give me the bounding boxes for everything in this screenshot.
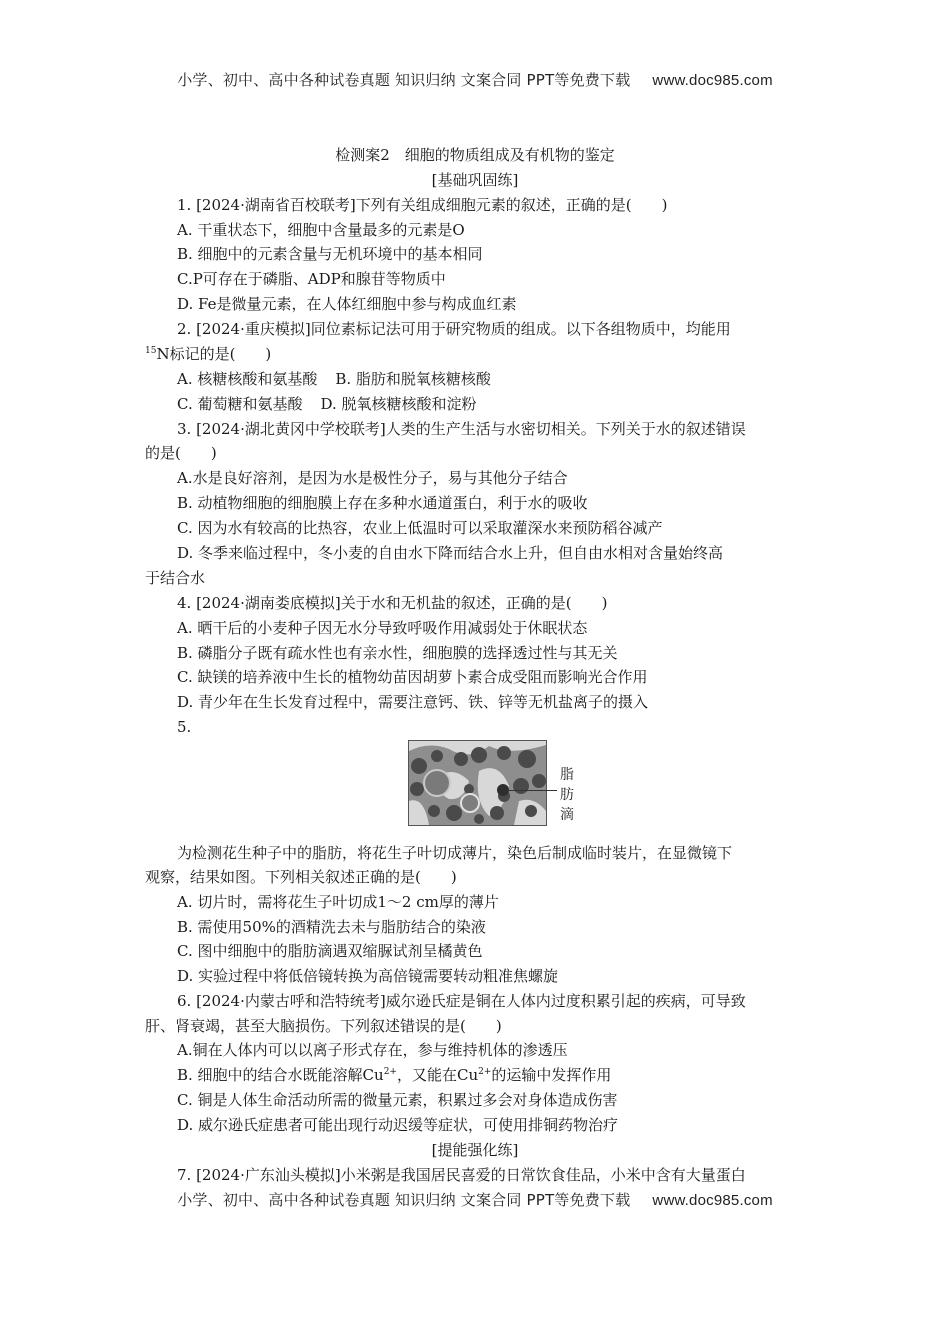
question-1-option-b: B. 细胞中的元素含量与无机环境中的基本相同 <box>177 245 483 263</box>
question-5-option-a: A. 切片时，需将花生子叶切成1～2 cm厚的薄片 <box>177 893 499 911</box>
question-4-option-c: C. 缺镁的培养液中生长的植物幼苗因胡萝卜素合成受阻而影响光合作用 <box>177 668 648 686</box>
question-5-stem: 为检测花生种子中的脂肪，将花生子叶切成薄片，染色后制成临时装片，在显微镜下 <box>177 844 733 862</box>
question-2-option-c: C. 葡萄糖和氨基酸 <box>177 395 303 413</box>
question-4-option-d: D. 青少年在生长发育过程中，需要注意钙、铁、锌等无机盐离子的摄入 <box>177 693 649 711</box>
question-6-option-c: C. 铜是人体生命活动所需的微量元素，积累过多会对身体造成伤害 <box>177 1091 618 1109</box>
question-2-options-cd <box>177 394 477 414</box>
question-3-option-d: D. 冬季来临过程中，冬小麦的自由水下降而结合水上升，但自由水相对含量始终高 <box>177 544 724 562</box>
microscope-image-fat-droplets <box>408 740 547 826</box>
question-2-options-ab <box>177 369 491 389</box>
question-3-stem-cont: 的是( ) <box>145 444 217 462</box>
fat-droplet-leader-line <box>505 790 557 791</box>
question-3-option-b: B. 动植物细胞的细胞膜上存在多种水通道蛋白，利于水的吸收 <box>177 494 588 512</box>
section-heading-advanced: [提能强化练] <box>431 1141 519 1159</box>
question-3-option-d-cont: 于结合水 <box>145 569 206 587</box>
question-2-stem: 2. [2024·重庆模拟]同位素标记法可用于研究物质的组成。以下各组物质中，均能用 <box>177 320 731 338</box>
question-5-option-d: D. 实验过程中将低倍镜转换为高倍镜需要转动粗准焦螺旋 <box>177 967 559 985</box>
question-6-option-a: A.铜在人体内可以以离子形式存在，参与维持机体的渗透压 <box>177 1041 568 1059</box>
header-text: 小学、初中、高中各种试卷真题 知识归纳 文案合同 PPT等免费下载 <box>177 71 631 89</box>
page-footer <box>0 1189 950 1210</box>
question-5-option-b: B. 需使用50%的酒精洗去未与脂肪结合的染液 <box>177 918 486 936</box>
isotope-superscript: 15 <box>145 346 157 356</box>
question-2-option-b: B. 脂肪和脱氧核糖核酸 <box>335 370 491 388</box>
question-2-option-d: D. 脱氧核糖核酸和淀粉 <box>320 395 477 413</box>
page-header <box>0 69 950 90</box>
question-3-option-a: A.水是良好溶剂，是因为水是极性分子，易与其他分子结合 <box>177 469 568 487</box>
question-2-stem-cont: $^{15}$N标记的是( ) <box>145 345 272 363</box>
question-6-stem: 6. [2024·内蒙古呼和浩特统考]威尔逊氏症是铜在人体内过度积累引起的疾病，可导致 <box>177 992 746 1010</box>
page-title: 检测案2 细胞的物质组成及有机物的鉴定 <box>335 146 615 164</box>
footer-url[interactable]: www.doc985.com <box>652 1192 773 1209</box>
question-1-stem: 1. [2024·湖南省百校联考]下列有关组成细胞元素的叙述，正确的是( ) <box>177 196 668 214</box>
footer-text: 小学、初中、高中各种试卷真题 知识归纳 文案合同 PPT等免费下载 <box>177 1191 631 1209</box>
question-6-stem-cont: 肝、肾衰竭，甚至大脑损伤。下列叙述错误的是( ) <box>145 1017 502 1035</box>
question-5-stem-cont: 观察，结果如图。下列相关叙述正确的是( ) <box>145 868 457 886</box>
question-4-stem: 4. [2024·湖南娄底模拟]关于水和无机盐的叙述，正确的是( ) <box>177 594 608 612</box>
question-7-stem: 7. [2024·广东汕头模拟]小米粥是我国居民喜爱的日常饮食佳品，小米中含有大量蛋白 <box>177 1166 746 1184</box>
question-1-option-d: D. Fe是微量元素，在人体红细胞中参与构成血红素 <box>177 295 517 313</box>
question-6-option-b: B. 细胞中的结合水既能溶解$Cu^{2+}$，又能在$Cu^{2+}$的运输中发挥作用 <box>177 1066 612 1084</box>
question-3-stem: 3. [2024·湖北黄冈中学校联考]人类的生产生活与水密切相关。下列关于水的叙述错误 <box>177 420 746 438</box>
question-2-option-a: A. 核糖核酸和氨基酸 <box>177 370 318 388</box>
section-heading-basic: [基础巩固练] <box>431 171 519 189</box>
fat-droplet-label: 脂 肪 滴 <box>560 767 574 823</box>
question-6-option-d: D. 威尔逊氏症患者可能出现行动迟缓等症状，可使用排铜药物治疗 <box>177 1116 619 1134</box>
question-1-option-c: C.P可存在于磷脂、ADP和腺苷等物质中 <box>177 270 446 288</box>
question-1-option-a: A. 干重状态下，细胞中含量最多的元素是O <box>177 221 465 239</box>
question-4-option-b: B. 磷脂分子既有疏水性也有亲水性，细胞膜的选择透过性与其无关 <box>177 644 618 662</box>
question-3-option-c: C. 因为水有较高的比热容，农业上低温时可以采取灌深水来预防稻谷减产 <box>177 519 663 537</box>
question-4-option-a: A. 晒干后的小麦种子因无水分导致呼吸作用减弱处于休眠状态 <box>177 619 588 637</box>
micrograph-illustration <box>409 741 546 825</box>
header-url[interactable]: www.doc985.com <box>652 72 773 89</box>
question-5-option-c: C. 图中细胞中的脂肪滴遇双缩脲试剂呈橘黄色 <box>177 942 483 960</box>
question-5-number: 5. <box>177 718 192 736</box>
